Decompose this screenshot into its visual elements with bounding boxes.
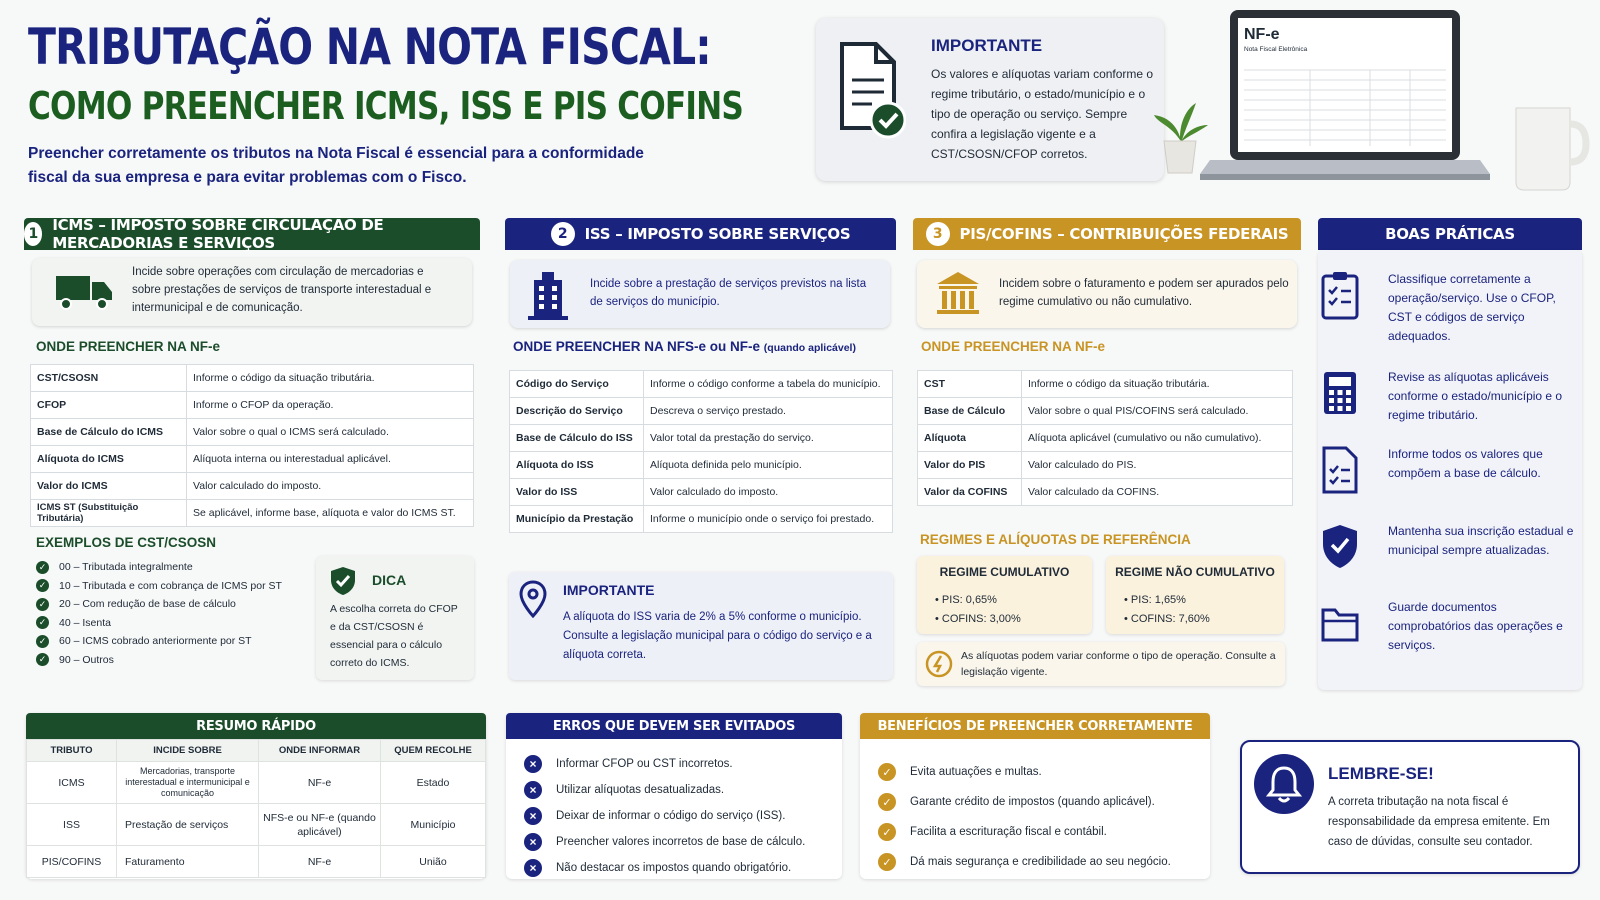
icms-column	[24, 218, 480, 250]
x-icon: ×	[524, 781, 542, 799]
iss-number-badge: 2	[551, 222, 575, 246]
page-subtitle: COMO PREENCHER ICMS, ISS E PIS COFINS	[28, 84, 744, 128]
table-row: Valor da COFINS Valor calculado da COFINS.	[918, 479, 1293, 506]
x-icon: ×	[524, 859, 542, 877]
dica-card	[316, 556, 474, 680]
boas-item-3: Informe todos os valores que compõem a base de cálculo.	[1320, 445, 1580, 483]
pis-note-card	[917, 642, 1285, 686]
regime-nao-cumulativo-values: • PIS: 1,65% • COFINS: 7,60%	[1124, 594, 1210, 625]
check-icon: ✓	[36, 653, 49, 666]
check-icon: ✓	[36, 616, 49, 629]
table-row: Código do Serviço Informe o código conforme a tabela do município.	[510, 371, 893, 398]
table-header-row: TRIBUTO INCIDE SOBRE ONDE INFORMAR QUEM RECOLHE	[27, 740, 486, 762]
icms-section-title: ONDE PREENCHER NA NF-e	[36, 339, 221, 354]
erros-header: ERROS QUE DEVEM SER EVITADOS	[506, 713, 842, 739]
iss-importante-text: A alíquota do ISS varia de 2% a 5% conforme o município. Consulte a legislação municipal para o código do serviço e a alíquota correta.	[563, 611, 872, 661]
check-icon: ✓	[878, 793, 896, 811]
boas-item-4: Mantenha sua inscrição estadual e municipal sempre atualizadas.	[1320, 522, 1580, 560]
table-row: CST Informe o código da situação tributária.	[918, 371, 1293, 398]
beneficios-card	[860, 713, 1210, 879]
laptop-screen-title: NF-e	[1244, 26, 1280, 43]
beneficios-list	[878, 757, 1171, 877]
check-icon: ✓	[878, 763, 896, 781]
resumo-header: RESUMO RÁPIDO	[26, 713, 486, 739]
lembre-text: A correta tributação na nota fiscal é responsabilidade da empresa emitente. Em caso de dúvidas, consulte seu contador.	[1328, 796, 1550, 848]
boas-item-5: Guarde documentos comprobatórios das operações e serviços.	[1320, 598, 1580, 655]
list-item: × Informar CFOP ou CST incorretos.	[524, 751, 805, 777]
location-pin-icon	[519, 580, 547, 618]
regime-cumulativo-values: • PIS: 0,65% • COFINS: 3,00%	[935, 594, 1021, 625]
iss-intro-text: Incide sobre a prestação de serviços previstos na lista de serviços do município.	[590, 278, 867, 308]
resumo-table	[26, 739, 486, 878]
table-row: Base de Cálculo do ICMS Valor sobre o qual o ICMS será calculado.	[31, 419, 474, 446]
regime-cumulativo-title: REGIME CUMULATIVO	[939, 565, 1070, 579]
calculator-icon	[1320, 368, 1360, 418]
table-row: Alíquota Alíquota aplicável (cumulativo ou não cumulativo).	[918, 425, 1293, 452]
erros-card	[506, 713, 842, 879]
iss-column	[505, 218, 896, 250]
clipboard-checklist-icon	[1320, 270, 1360, 320]
table-row: Valor do ISS Valor calculado do imposto.	[510, 479, 893, 506]
pis-fields-table	[917, 370, 1293, 506]
shield-check-icon	[330, 566, 356, 596]
list-item: ✓ 00 – Tributada integralmente	[36, 558, 282, 577]
iss-importante-title: IMPORTANTE	[563, 582, 655, 598]
dica-title: DICA	[372, 572, 407, 588]
importante-top-card	[816, 18, 1164, 181]
bell-icon	[1254, 754, 1314, 814]
mug-icon	[1510, 100, 1590, 195]
iss-section-title: ONDE PREENCHER NA NFS-e ou NF-e (quando aplicável)	[513, 339, 856, 354]
list-item: ✓ Garante crédito de impostos (quando aplicável).	[878, 787, 1171, 817]
icms-number-badge: 1	[24, 222, 42, 246]
boas-praticas-title: BOAS PRÁTICAS	[1385, 225, 1515, 243]
check-icon: ✓	[36, 598, 49, 611]
iss-fields-table	[509, 370, 893, 533]
regimes-title: REGIMES E ALÍQUOTAS DE REFERÊNCIA	[920, 532, 1191, 547]
check-icon: ✓	[36, 579, 49, 592]
list-item: ✓ 90 – Outros	[36, 651, 282, 670]
boas-item-1: Classifique corretamente a operação/serviço. Use o CFOP, CST e códigos de serviço adequados.	[1320, 270, 1580, 346]
page-title: TRIBUTAÇÃO NA NOTA FISCAL:	[28, 18, 711, 76]
laptop-nfe-illustration	[1190, 8, 1490, 208]
table-row: PIS/COFINS Faturamento NF-e União	[27, 846, 486, 878]
table-row: Alíquota do ISS Alíquota definida pelo município.	[510, 452, 893, 479]
table-row: Descrição do Serviço Descreva o serviço prestado.	[510, 398, 893, 425]
boas-praticas-header	[1318, 218, 1582, 250]
pis-intro-text: Incidem sobre o faturamento e podem ser apurados pelo regime cumulativo ou não cumulativo.	[999, 278, 1289, 308]
table-row: ICMS Mercadorias, transporte interestadual e intermunicipal e comunicação NF-e Estado	[27, 762, 486, 804]
dica-text: A escolha correta do CFOP e da CST/CSOSN é essencial para o cálculo correto do ICMS.	[330, 603, 458, 669]
check-icon: ✓	[36, 635, 49, 648]
list-item: ✓ Dá mais segurança e credibilidade ao seu negócio.	[878, 847, 1171, 877]
iss-header	[505, 218, 896, 250]
table-row: Base de Cálculo do ISS Valor total da prestação do serviço.	[510, 425, 893, 452]
list-item: ✓ 60 – ICMS cobrado anteriormente por ST	[36, 632, 282, 651]
importante-top-title: IMPORTANTE	[931, 36, 1043, 55]
table-row: Valor do ICMS Valor calculado do imposto.	[31, 473, 474, 500]
lembre-title: LEMBRE-SE!	[1328, 764, 1434, 783]
table-row: CFOP Informe o CFOP da operação.	[31, 392, 474, 419]
list-item: ✓ 40 – Isenta	[36, 614, 282, 633]
pis-header	[913, 218, 1301, 250]
resumo-card	[26, 713, 486, 879]
coin-icon	[925, 650, 953, 678]
list-item: × Não destacar os impostos quando obrigatório.	[524, 855, 805, 881]
table-row: CST/CSOSN Informe o código da situação tributária.	[31, 365, 474, 392]
boas-item-2: Revise as alíquotas aplicáveis conforme o estado/município e o regime tributário.	[1320, 368, 1580, 425]
icms-examples-list	[36, 558, 282, 669]
pis-note-text: As alíquotas podem variar conforme o tipo de operação. Consulte a legislação vigente.	[961, 650, 1276, 678]
erros-list	[524, 751, 805, 881]
intro-text: Preencher corretamente os tributos na Nota Fiscal é essencial para a conformidade fiscal da sua empresa e para evitar problemas com o Fisco.	[28, 145, 644, 186]
table-row: ISS Prestação de serviços NFS-e ou NF-e (quando aplicável) Município	[27, 804, 486, 846]
folder-icon	[1320, 598, 1360, 648]
iss-importante-card	[509, 572, 893, 680]
shield-check-icon	[1320, 522, 1360, 572]
boas-praticas-column	[1318, 218, 1582, 250]
list-item: × Utilizar alíquotas desatualizadas.	[524, 777, 805, 803]
document-checklist-icon	[1320, 445, 1360, 495]
table-row: ICMS ST (Substituição Tributária) Se aplicável, informe base, alíquota e valor do ICMS ST.	[31, 500, 474, 527]
importante-top-text: Os valores e alíquotas variam conforme o regime tributário, o estado/município e o tipo de operação ou serviço. Sempre confira a legislação vigente e a CST/CSOSN/CFOP corretos.	[931, 67, 1154, 161]
pis-column	[913, 218, 1301, 250]
table-row: Município da Prestação Informe o município onde o serviço foi prestado.	[510, 506, 893, 533]
check-icon: ✓	[878, 853, 896, 871]
list-item: × Deixar de informar o código do serviço (ISS).	[524, 803, 805, 829]
bank-icon	[935, 270, 981, 316]
pis-intro-box	[917, 260, 1297, 328]
list-item: ✓ Facilita a escrituração fiscal e contábil.	[878, 817, 1171, 847]
icms-intro-text: Incide sobre operações com circulação de mercadorias e sobre prestações de serviços de transporte interestadual e intermunicipal e de comunicação.	[132, 266, 432, 314]
list-item: ✓ 10 – Tributada e com cobrança de ICMS por ST	[36, 577, 282, 596]
x-icon: ×	[524, 807, 542, 825]
check-icon: ✓	[36, 561, 49, 574]
icms-intro-box	[32, 258, 472, 326]
check-icon: ✓	[878, 823, 896, 841]
laptop-screen-subtitle: Nota Fiscal Eletrônica	[1244, 46, 1308, 53]
iss-title: ISS – IMPOSTO SOBRE SERVIÇOS	[584, 225, 851, 243]
list-item: ✓ Evita autuações e multas.	[878, 757, 1171, 787]
x-icon: ×	[524, 755, 542, 773]
table-row: Alíquota do ICMS Alíquota interna ou interestadual aplicável.	[31, 446, 474, 473]
icms-fields-table	[30, 364, 474, 527]
x-icon: ×	[524, 833, 542, 851]
truck-icon	[54, 272, 114, 312]
pis-title: PIS/COFINS – CONTRIBUIÇÕES FEDERAIS	[959, 225, 1289, 243]
table-row: Base de Cálculo Valor sobre o qual PIS/COFINS será calculado.	[918, 398, 1293, 425]
icms-title: ICMS – IMPOSTO SOBRE CIRCULAÇÃO DE MERCADORIAS E SERVIÇOS	[52, 216, 384, 252]
document-check-icon	[836, 40, 906, 140]
building-icon	[526, 270, 570, 320]
pis-section-title: ONDE PREENCHER NA NF-e	[921, 339, 1106, 354]
regime-nao-cumulativo-card	[1106, 556, 1284, 634]
icms-examples-title: EXEMPLOS DE CST/CSOSN	[36, 535, 217, 550]
pis-number-badge: 3	[926, 222, 950, 246]
lembre-card	[1240, 740, 1580, 874]
beneficios-header: BENEFÍCIOS DE PREENCHER CORRETAMENTE	[860, 713, 1210, 739]
iss-intro-box	[510, 260, 890, 328]
regime-cumulativo-card	[917, 556, 1092, 634]
regime-nao-cumulativo-title: REGIME NÃO CUMULATIVO	[1115, 565, 1275, 579]
table-row: Valor do PIS Valor calculado do PIS.	[918, 452, 1293, 479]
icms-header	[24, 218, 480, 250]
list-item: ✓ 20 – Com redução de base de cálculo	[36, 595, 282, 614]
list-item: × Preencher valores incorretos de base de cálculo.	[524, 829, 805, 855]
